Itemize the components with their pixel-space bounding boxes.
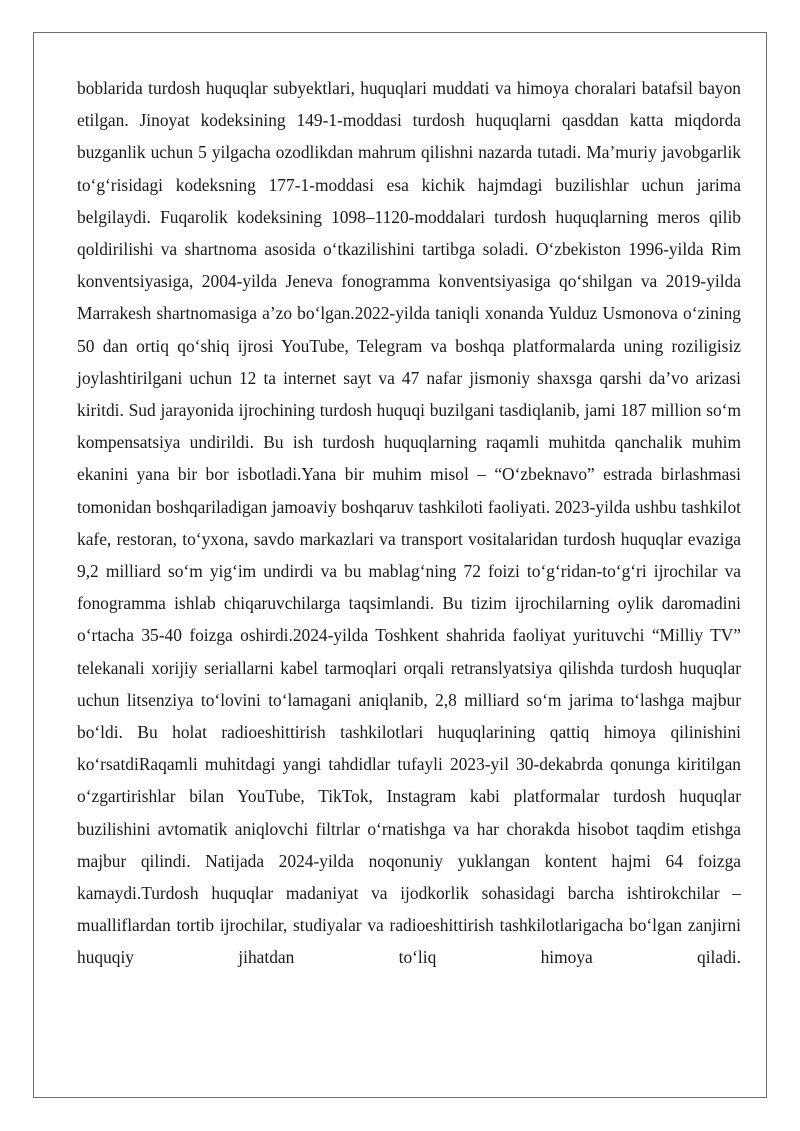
body-paragraph: boblarida turdosh huquqlar subyektlari, huquqlari muddati va himoya choralari batafsil bayon etilgan. Jinoyat kodeksining 149-1-moddasi turdosh huquqlarni qasddan katta miqdorda buzganlik uchun 5 yilgacha ozodlikdan mahrum qilishni nazarda tutadi. Ma’muriy javobgarlik to‘g‘risidagi kodeksning 177-1-moddasi esa kichik hajmdagi buzilishlar uchun jarima belgilaydi. Fuqarolik kodeksining 1098–1120-moddalari turdosh huquqlarning meros qilib qoldirilishi va shartnoma asosida o‘tkazilishini tartibga soladi. O‘zbekiston 1996-yilda Rim konventsiyasiga, 2004-yilda Jeneva fonogramma konventsiyasiga qo‘shilgan va 2019-yilda Marrakesh shartnomasiga a’zo bo‘lgan.2022-yilda taniqli xonanda Yulduz Usmonova o‘zining 50 dan ortiq qo‘shiq ijrosi YouTube, Telegram va boshqa platformalarda uning roziligisiz joylashtirilgani uchun 12 ta internet sayt va 47 nafar jismoniy shaxsga qarshi da’vo arizasi kiritdi. Sud jarayonida ijrochining turdosh huquqi buzilgani tasdiqlanib, jami 187 million so‘m kompensatsiya undirildi. Bu ish turdosh huquqlarning raqamli muhitda qanchalik muhim ekanini yana bir bor isbotladi.Yana bir muhim misol – “O‘zbeknavo” estrada birlashmasi tomonidan boshqariladigan jamoaviy boshqaruv tashkiloti faoliyati. 2023-yilda ushbu tashkilot kafe, restoran, to‘yxona, savdo markazlari va transport vositalaridan turdosh huquqlar evaziga 9,2 milliard so‘m yig‘im undirdi va bu mablag‘ning 72 foizi to‘g‘ridan-to‘g‘ri ijrochilar va fonogramma ishlab chiqaruvchilarga taqsimlandi. Bu tizim ijrochilarning oylik daromadini o‘rtacha 35-40 foizga oshirdi.2024-yilda Toshkent shahrida faoliyat yurituvchi “Milliy TV” telekanali xorijiy seriallarni kabel tarmoqlari orqali retranslyatsiya qilishda turdosh huquqlar uchun litsenziya to‘lovini to‘lamagani aniqlanib, 2,8 milliard so‘m jarima to‘lashga majbur bo‘ldi. Bu holat radioeshittirish tashkilotlari huquqlarining qattiq himoya qilinishini ko‘rsatdiRaqamli muhitdagi yangi tahdidlar tufayli 2023-yil 30-dekabrda qonunga kiritilgan o‘zgartirishlar bilan YouTube, TikTok, Instagram kabi platformalar turdosh huquqlar buzilishini avtomatik aniqlovchi filtrlar o‘rnatishga va har chorakda hisobot taqdim etishga majbur qilindi. Natijada 2024-yilda noqonuniy yuklangan kontent hajmi 64 foizga kamaydi.Turdosh huquqlar madaniyat va ijodkorlik sohasidagi barcha ishtirokchilar – mualliflardan tortib ijrochilar, studiyalar va radioeshittirish tashkilotlarigacha bo‘lgan zanjirni huquqiy jihatdan to‘liq himoya qiladi. (77, 78, 741, 968)
